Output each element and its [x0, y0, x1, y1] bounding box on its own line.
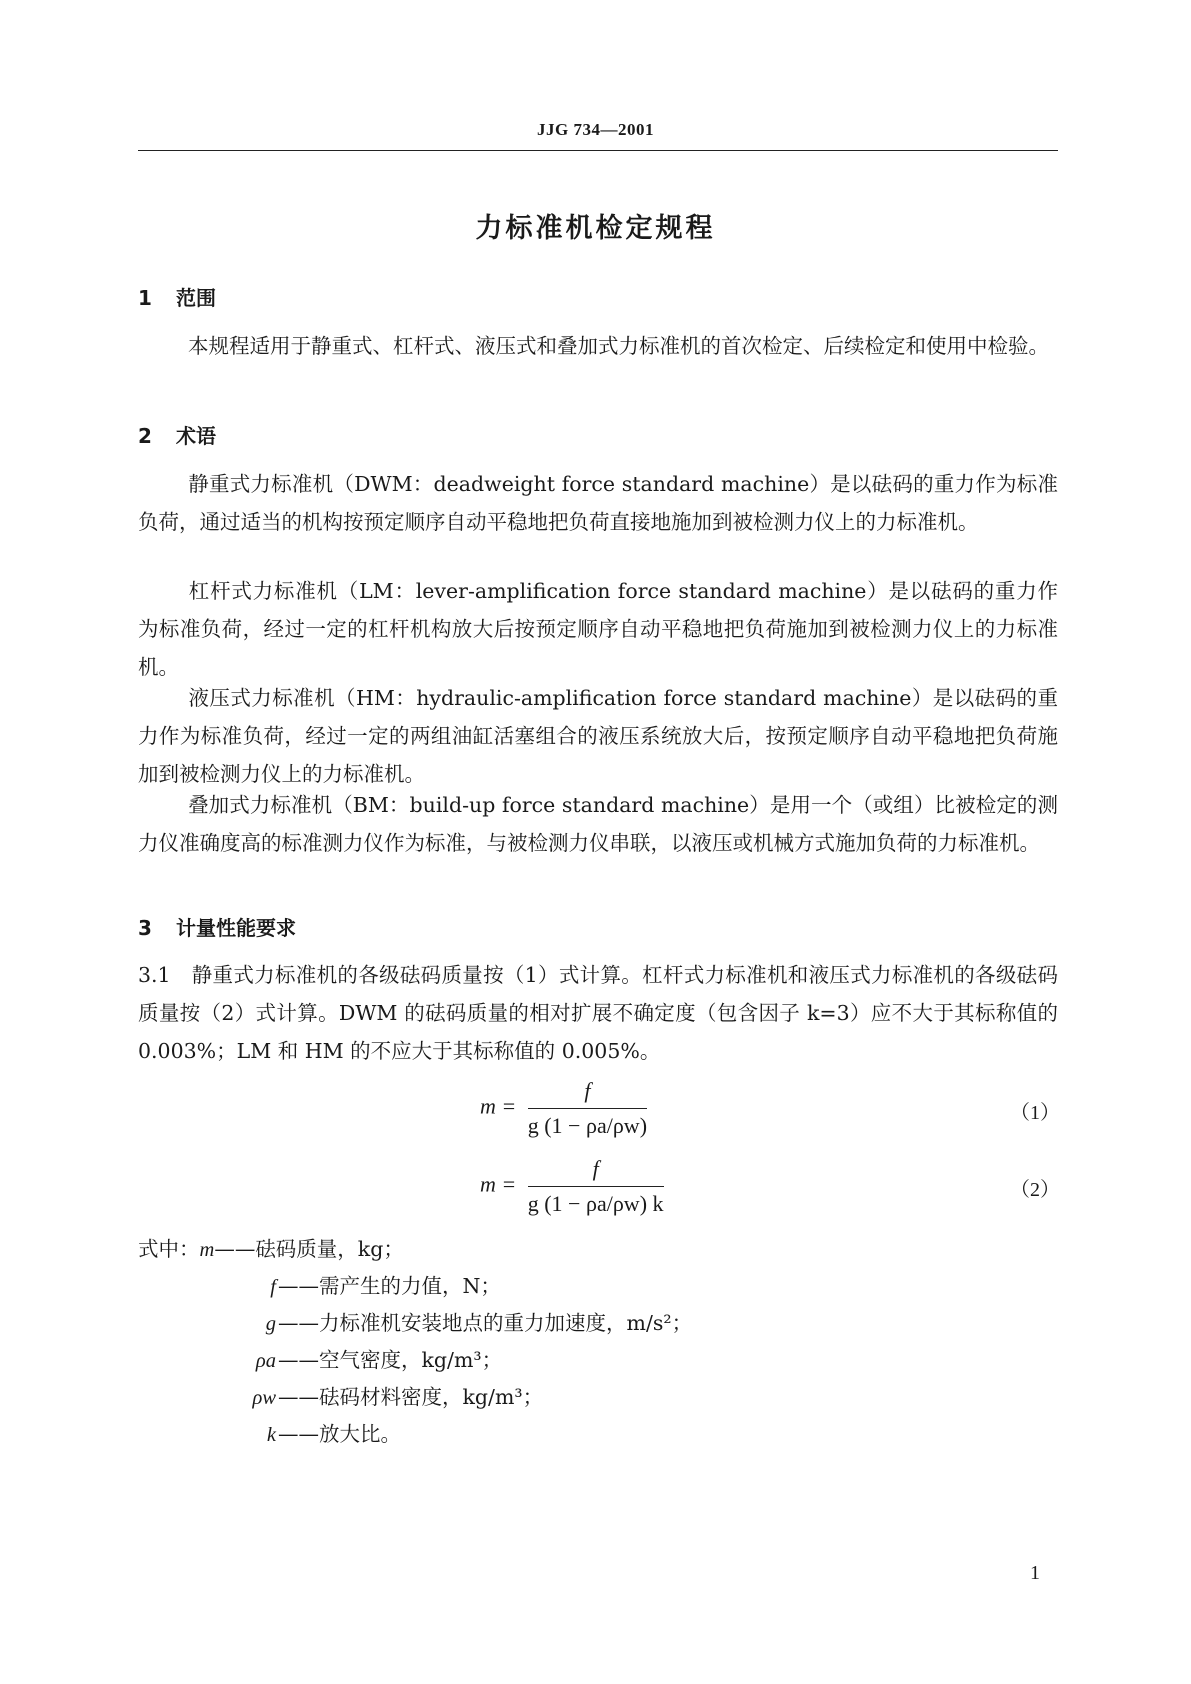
symbol: g [265, 1313, 276, 1335]
section-title: 范围 [176, 286, 216, 310]
formula-numerator: f [584, 1078, 591, 1103]
definition-text: ——力标准机安装地点的重力加速度，m/s²； [278, 1311, 693, 1335]
definition-f [138, 1268, 501, 1306]
paragraph-text: 杠杆式力标准机（LM：lever-amplification force standard machine）是以砝码的重力作为标准负荷，经过一定的杠杆机构放大后按预定顺序自动平稳地把负荷施加到被检测力仪上的力标准机。 [138, 579, 1058, 679]
section-number: 2 [138, 424, 152, 448]
formula-lhs: m = [480, 1171, 517, 1197]
section-title: 计量性能要求 [176, 916, 296, 940]
section-2-heading [138, 420, 216, 449]
formula-numerator: f [592, 1156, 599, 1181]
page-number: 1 [1030, 1562, 1040, 1584]
definition-m [138, 1231, 404, 1269]
definition-text: ——砝码材料密度，kg/m³； [278, 1385, 544, 1409]
symbol: k [266, 1424, 276, 1446]
paragraph-text: 静重式力标准机（DWM：deadweight force standard machine）是以砝码的重力作为标准负荷，通过适当的机构按预定顺序自动平稳地把负荷直接地施加到被检测力仪上的力标准机。 [138, 472, 1058, 534]
equation-number-2: （2） [1010, 1179, 1060, 1201]
dwm-definition [138, 465, 1058, 541]
formula-2 [480, 1156, 664, 1217]
symbol: m [199, 1239, 215, 1261]
definition-text: ——放大比。 [278, 1422, 401, 1446]
definition-text: ——砝码质量，kg； [214, 1237, 404, 1261]
paragraph-text: 叠加式力标准机（BM：build-up force standard machine）是用一个（或组）比被检定的测力仪准确度高的标准测力仪作为标准，与被检测力仪串联，以液压或机械方式施加负荷的力标准机。 [138, 793, 1058, 855]
equation-number-1: （1） [1010, 1102, 1060, 1124]
page-title: 力标准机检定规程 [475, 213, 716, 244]
symbol: f [270, 1276, 276, 1298]
symbol: ρw [252, 1387, 276, 1409]
paragraph-text: 本规程适用于静重式、杠杆式、液压式和叠加式力标准机的首次检定、后续检定和使用中检验。 [188, 334, 1049, 358]
clause-3-1 [138, 956, 1058, 1070]
formula-denominator: g (1 − ρa/ρw) [528, 1108, 647, 1139]
definition-text: ——空气密度，kg/m³； [278, 1348, 503, 1372]
paragraph-text: 液压式力标准机（HM：hydraulic-amplification force standard machine）是以砝码的重力作为标准负荷，经过一定的两组油缸活塞组合的液压系统放大后，按预定顺序自动平稳地把负荷施加到被检测力仪上的力标准机。 [138, 686, 1058, 786]
section-title: 术语 [176, 424, 216, 448]
paragraph-text: 3.1 静重式力标准机的各级砝码质量按（1）式计算。杠杆式力标准机和液压式力标准机的各级砝码质量按（2）式计算。DWM 的砝码质量的相对扩展不确定度（包含因子 k=3）应不大于其标称值的 0.003%；LM 和 HM 的不应大于其标称值的 0.005%。 [138, 963, 1058, 1063]
standard-code-header: JJG 734—2001 [537, 120, 654, 139]
definition-g [138, 1305, 692, 1343]
section-number: 3 [138, 916, 152, 940]
definition-text: ——需产生的力值，N； [278, 1274, 501, 1298]
hm-definition [138, 679, 1058, 793]
section-1-heading [138, 282, 216, 311]
bm-definition [138, 786, 1058, 862]
formula-denominator: g (1 − ρa/ρw) k [528, 1186, 664, 1217]
definition-rho-a [138, 1342, 502, 1380]
header-rule [138, 150, 1058, 151]
definition-rho-w [138, 1379, 543, 1417]
lm-definition [138, 572, 1058, 686]
formula-lhs: m = [480, 1093, 517, 1119]
symbol: ρa [255, 1350, 276, 1372]
section-3-heading [138, 912, 296, 941]
formula-1 [480, 1078, 647, 1139]
scope-paragraph [138, 327, 1058, 365]
section-number: 1 [138, 286, 152, 310]
definitions-intro: 式中： [138, 1237, 200, 1261]
definition-k [138, 1416, 401, 1454]
